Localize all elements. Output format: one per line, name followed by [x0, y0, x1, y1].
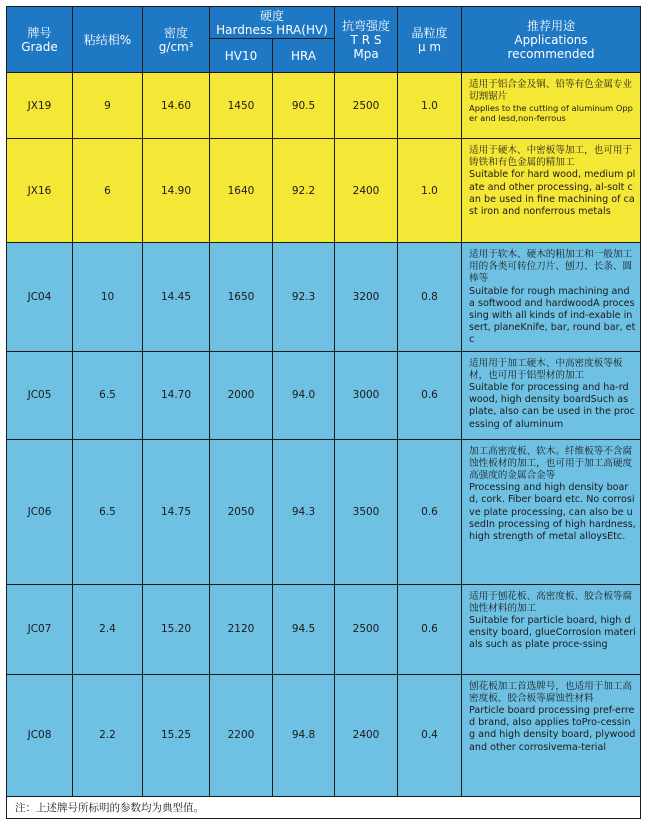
- header-hv10: HV10: [210, 39, 273, 73]
- cell-grade: JX19: [7, 73, 73, 139]
- cell-binder: 10: [73, 243, 143, 352]
- table-row: [7, 439, 641, 584]
- cell-binder: 2.2: [73, 674, 143, 796]
- grade-spec-table: [6, 6, 641, 819]
- header-applications-en1: Applications: [514, 32, 588, 47]
- cell-grade: JC07: [7, 584, 73, 674]
- table-row: [7, 674, 641, 796]
- cell-grade: JC06: [7, 439, 73, 584]
- header-density-cn: 密度: [163, 25, 188, 40]
- cell-hv10: 2050: [210, 439, 273, 584]
- header-density-unit: g/cm: [158, 39, 189, 54]
- footnote: 注：上述牌号所标明的参数均为典型值。: [7, 796, 641, 818]
- cell-binder: 6.5: [73, 351, 143, 439]
- application-en: Suitable for hard wood, medium plate and other processing, al-solt can be used in fine machining of cast iron and nonferrous metals: [469, 169, 636, 218]
- cell-hra: 94.0: [273, 351, 335, 439]
- header-grade-cn: 牌号: [27, 25, 52, 40]
- cell-hra: 94.5: [273, 584, 335, 674]
- cell-applications: [462, 73, 641, 139]
- table-row: [7, 584, 641, 674]
- cell-hv10: 1450: [210, 73, 273, 139]
- cell-grade: JX16: [7, 139, 73, 243]
- header-density-unit-sup: 3: [188, 40, 194, 49]
- cell-density: 14.90: [143, 139, 210, 243]
- header-binder-cn: 粘结相%: [83, 32, 132, 47]
- header-grain-cn: 晶粒度: [411, 25, 448, 40]
- cell-hv10: 1640: [210, 139, 273, 243]
- header-hardness-cn: 硬度: [260, 8, 285, 23]
- application-cn: 适用于软木、硬木的粗加工和一般加工用的各类可转位刀片、刨刀、长条、圆棒等: [469, 249, 633, 285]
- cell-grain: 0.6: [398, 351, 462, 439]
- cell-hv10: 1650: [210, 243, 273, 352]
- cell-applications: [462, 439, 641, 584]
- cell-hra: 92.3: [273, 243, 335, 352]
- application-cn: 适用于铝合金及铜、铅等有色金属专业切割锯片: [469, 79, 633, 103]
- cell-density: 14.60: [143, 73, 210, 139]
- cell-trs: 2400: [335, 139, 398, 243]
- cell-trs: 3200: [335, 243, 398, 352]
- application-en: Suitable for rough machining and a softwood and hardwoodA processing with all kinds of ind-exable insert, planeKnife, bar, round bar, etc: [469, 285, 636, 346]
- application-cn: 适用用于加工硬木、中高密度板等板材，也可用于铝型材的加工: [469, 357, 623, 381]
- header-trs-en: T R S: [350, 32, 382, 47]
- application-cn: 加工高密度板、软木。纤维板等不含腐蚀性板材的加工，也可用于加工高硬度高强度的金属合金等: [469, 445, 633, 482]
- header-grain-unit: μ m: [417, 39, 442, 54]
- cell-trs: 2500: [335, 584, 398, 674]
- header-trs: [335, 7, 398, 73]
- header-binder: [73, 7, 143, 73]
- application-en: Suitable for particle board, high density board, glueCorrosion materials such as plate proce-ssing: [469, 615, 636, 651]
- header-applications-en2: recommended: [507, 46, 595, 61]
- cell-hra: 92.2: [273, 139, 335, 243]
- cell-hv10: 2200: [210, 674, 273, 796]
- cell-grain: 0.6: [398, 439, 462, 584]
- cell-grade: JC04: [7, 243, 73, 352]
- cell-applications: [462, 584, 641, 674]
- cell-grade: JC05: [7, 351, 73, 439]
- header-hardness-en: Hardness HRA(HV): [216, 22, 328, 37]
- cell-density: 14.75: [143, 439, 210, 584]
- cell-hra: 94.3: [273, 439, 335, 584]
- cell-grain: 1.0: [398, 139, 462, 243]
- header-applications-cn: 推荐用途: [527, 18, 576, 33]
- cell-density: 14.70: [143, 351, 210, 439]
- cell-hv10: 2120: [210, 584, 273, 674]
- cell-grain: 0.4: [398, 674, 462, 796]
- table-row: [7, 243, 641, 352]
- cell-applications: [462, 674, 641, 796]
- cell-applications: [462, 243, 641, 352]
- cell-hra: 94.8: [273, 674, 335, 796]
- cell-hra: 90.5: [273, 73, 335, 139]
- footnote-row: [7, 796, 641, 818]
- header-trs-unit: Mpa: [353, 46, 379, 61]
- header-density: [143, 7, 210, 73]
- header-applications: [462, 7, 641, 73]
- cell-applications: [462, 139, 641, 243]
- header-grade: [7, 7, 73, 73]
- application-cn: 适用于刨花板、高密度板、胶合板等腐蚀性材料的加工: [469, 590, 633, 614]
- cell-binder: 6.5: [73, 439, 143, 584]
- cell-applications: [462, 351, 641, 439]
- cell-trs: 3000: [335, 351, 398, 439]
- cell-trs: 2400: [335, 674, 398, 796]
- cell-grain: 0.6: [398, 584, 462, 674]
- header-hardness: [210, 7, 335, 39]
- cell-trs: 2500: [335, 73, 398, 139]
- header-hra: HRA: [273, 39, 335, 73]
- application-cn: 适用于硬木、中密板等加工，也可用于铸铁和有色金属的精加工: [469, 145, 633, 169]
- cell-grade: JC08: [7, 674, 73, 796]
- cell-density: 14.45: [143, 243, 210, 352]
- header-grain: [398, 7, 462, 73]
- cell-grain: 1.0: [398, 73, 462, 139]
- cell-hv10: 2000: [210, 351, 273, 439]
- application-en: Processing and high density board, cork. Fiber board etc. No corrosive plate processing, can also be usedIn processing of high hardness, high strength of metal alloysEtc.: [469, 482, 636, 543]
- application-en: Applies to the cutting of aluminum Opper and lesd,non-ferrous: [469, 103, 633, 124]
- table-row: [7, 139, 641, 243]
- application-en: Suitable for processing and ha-rdwood, high density boardSuch as plate, also can be used in the processing of aluminum: [469, 382, 635, 430]
- table-row: [7, 73, 641, 139]
- cell-binder: 9: [73, 73, 143, 139]
- cell-density: 15.20: [143, 584, 210, 674]
- header-grade-en: Grade: [21, 39, 58, 54]
- application-cn: 刨花板加工首选牌号，也适用于加工高密度板、胶合板等腐蚀性材料: [469, 680, 633, 704]
- cell-binder: 2.4: [73, 584, 143, 674]
- header-trs-cn: 抗弯强度: [342, 18, 391, 33]
- cell-density: 15.25: [143, 674, 210, 796]
- cell-trs: 3500: [335, 439, 398, 584]
- application-en: Particle board processing pref-erred brand, also applies toPro-cessing and high density board, plywood and other corrosivema-terial: [469, 705, 636, 753]
- table-row: [7, 351, 641, 439]
- cell-binder: 6: [73, 139, 143, 243]
- cell-grain: 0.8: [398, 243, 462, 352]
